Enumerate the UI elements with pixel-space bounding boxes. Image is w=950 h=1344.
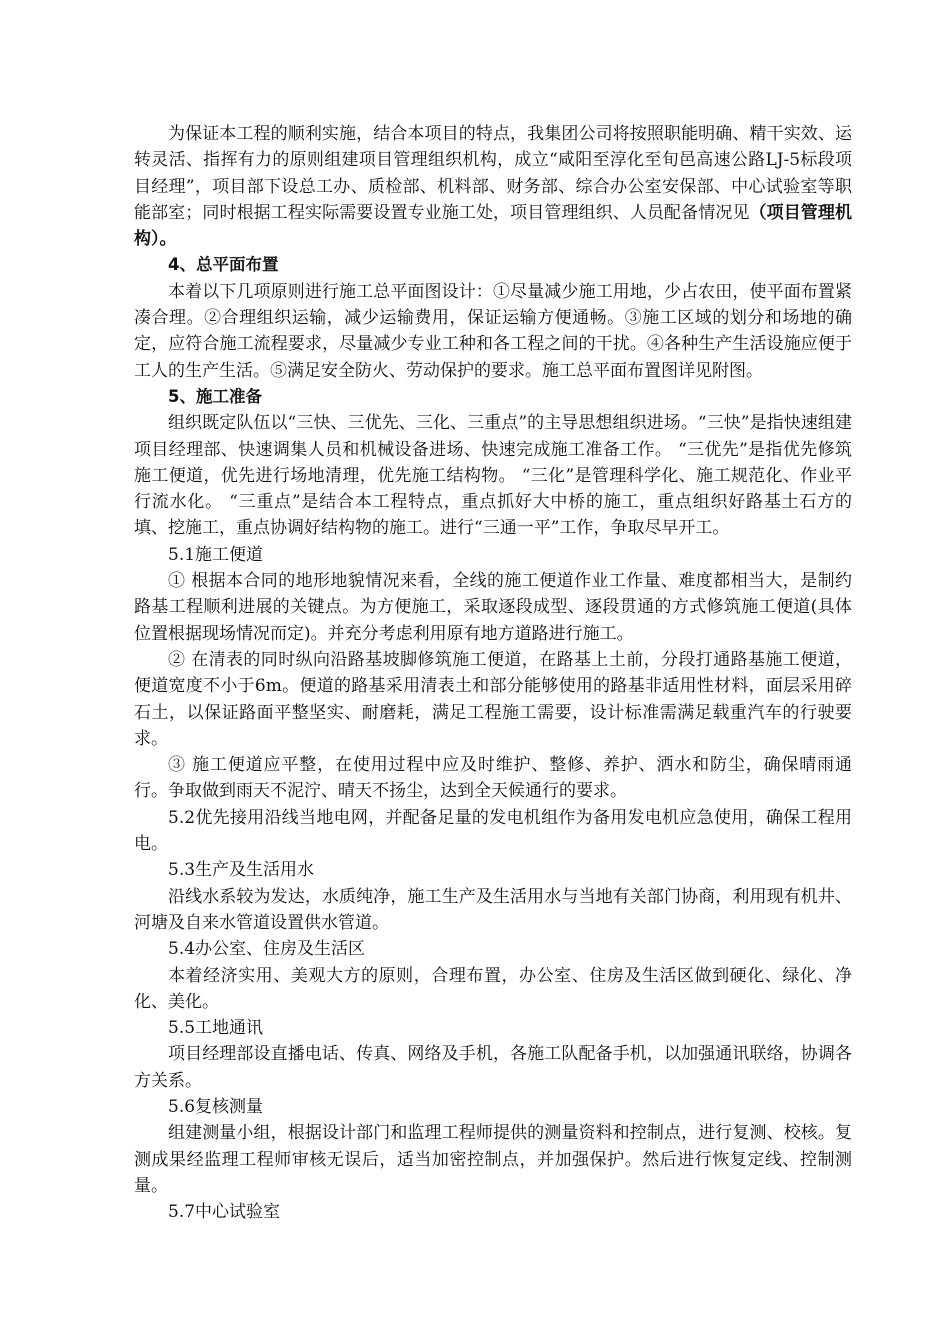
section-4-heading: 4、总平面布置 xyxy=(168,255,279,275)
section-5-6-title: 5.6复核测量 xyxy=(168,1096,264,1117)
intro-text: 为保证本工程的顺利实施，结合本项目的特点，我集团公司将按照职能明确、精干实效、运转灵活、指挥有力的原则组建项目管理组织机构，成立“咸阳至淳化至旬邑高速公路LJ-5标段项目经理”，项目部下设总工办、质检部、机料部、财务部、综合办公室安保部、中心试验室等职能部室；同时根据工程实际需要设置专业施工处，项目管理组织、人员配备情况见 xyxy=(134,124,852,223)
section-5-4-title: 5.4办公室、住房及生活区 xyxy=(168,939,366,960)
section-5-heading: 5、施工准备 xyxy=(168,386,262,406)
section-4-paragraph: 本着以下几项原则进行施工总平面图设计：①尽量减少施工用地，少占农田，使平面布置紧凑合理。②合理组织运输，减少运输费用，保证运输方便通畅。③施工区域的划分和场地的确定，应符合施工流程要求，尽量减少专业工种和各工程之间的干扰。④各种生产生活设施应便于工人的生产生活。⑤满足安全防火、劳动保护的要求。施工总平面布置图详见附图。 xyxy=(134,281,852,381)
section-5-1-item-3: ③ 施工便道应平整，在使用过程中应及时维护、整修、养护、洒水和防尘，确保晴雨通行。争取做到雨天不泥泞、晴天不扬尘，达到全天候通行的要求。 xyxy=(134,755,852,802)
section-5-1-item-1: ① 根据本合同的地形地貌情况来看，全线的施工便道作业工作量、难度都相当大，是制约路基工程顺利进展的关键点。为方便施工，采取逐段成型、逐段贯通的方式修筑施工便道(具体位置根据现场情况而定)。并充分考虑利用原有地方道路进行施工。 xyxy=(134,571,852,644)
section-5-1-item-2: ② 在清表的同时纵向沿路基坡脚修筑施工便道，在路基上土前，分段打通路基施工便道，便道宽度不小于6m。便道的路基采用清表土和部分能够使用的路基非适用性材料，面层采用碎石土，以保证路面平整坚实、耐磨耗，满足工程施工需要，设计标准需满足载重汽车的行驶要求。 xyxy=(134,649,852,749)
section-5-1-title: 5.1施工便道 xyxy=(168,544,264,565)
section-5-2-paragraph: 5.2优先接用沿线当地电网，并配备足量的发电机组作为备用发电机应急使用，确保工程用电。 xyxy=(134,807,852,855)
section-5-6-paragraph: 组建测量小组，根据设计部门和监理工程师提供的测量资料和控制点，进行复测、校核。复测成果经监理工程师审核无误后，适当加密控制点，并加强保护。然后进行恢复定线、控制测量。 xyxy=(134,1123,852,1196)
intro-paragraph xyxy=(134,121,852,252)
section-5-paragraph: 组织既定队伍以“三快、三优先、三化、三重点”的主导思想组织进场。“三快”是指快速组建项目经理部、快速调集人员和机械设备进场、快速完成施工准备工作。 “三优先”是指优先修筑施工便道，优先进行场地清理，优先施工结构物。 “三化”是管理科学化、施工规范化、作业平行流水化。 “三重点”是结合本工程特点，重点抓好大中桥的施工，重点组织好路基土石方的填、挖施工，重点协调好结构物的施工。进行“三通一平”工作，争取尽早开工。 xyxy=(134,413,852,539)
document-page xyxy=(134,121,852,1225)
section-5-5-paragraph: 项目经理部设直播电话、传真、网络及手机，各施工队配备手机，以加强通讯联络，协调各方关系。 xyxy=(134,1044,852,1091)
section-5-7-title: 5.7中心试验室 xyxy=(168,1202,281,1223)
section-5-4-paragraph: 本着经济实用、美观大方的原则，合理布置，办公室、住房及生活区做到硬化、绿化、净化、美化。 xyxy=(134,965,852,1012)
intro-bold-reference: （项目管理机构）。 xyxy=(134,202,853,250)
section-5-3-title: 5.3生产及生活用水 xyxy=(168,860,315,881)
section-5-3-paragraph: 沿线水系较为发达，水质纯净，施工生产及生活用水与当地有关部门协商，利用现有机井、河塘及自来水管道设置供水管道。 xyxy=(134,886,852,933)
section-5-5-title: 5.5工地通讯 xyxy=(168,1018,264,1039)
